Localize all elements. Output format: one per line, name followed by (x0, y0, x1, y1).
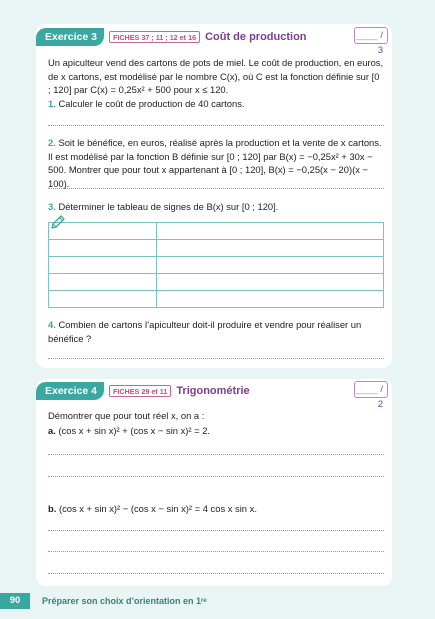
exercise-3-card (36, 24, 392, 368)
score-blank: ____ (356, 384, 378, 395)
exercise-3-badge: Exercice 3 (36, 28, 104, 46)
question-4-number: 4. (48, 319, 56, 330)
sign-table-cell[interactable] (157, 274, 384, 291)
sign-table-row (49, 274, 384, 291)
sign-table-cell[interactable] (157, 291, 384, 308)
page-footer (0, 593, 435, 609)
exercise-3-header (36, 28, 307, 46)
question-1 (48, 97, 384, 111)
question-2 (48, 136, 384, 190)
answer-line[interactable] (48, 188, 384, 189)
question-b-text: (cos x + sin x)² − (cos x − sin x)² = 4 cos x sin x. (58, 503, 257, 514)
exercise-4-intro: Démontrer que pour tout réel x, on a : (48, 410, 205, 421)
question-a-label: a. (48, 425, 56, 436)
sign-table-cell[interactable] (157, 240, 384, 257)
sign-table-cell[interactable] (157, 223, 384, 240)
sign-table-cell[interactable] (49, 274, 157, 291)
score-total: / 2 (377, 384, 383, 410)
question-3-number: 3. (48, 201, 56, 212)
question-2-text: Soit le bénéfice, en euros, réalisé après la production et la vente de x cartons. Il est modélisé par la fonction B définie sur [0 ; 120] par B(x) = −0,25x² + 30x − 500. Montrer que pour tout x appartenant à [0 ; 120], B(x) = −0,25(x − 20)(x − 100). (48, 137, 382, 189)
sign-table-cell[interactable] (49, 257, 157, 274)
answer-line[interactable] (48, 476, 384, 477)
question-b-label: b. (48, 503, 57, 514)
question-a (48, 424, 384, 438)
answer-line[interactable] (48, 358, 384, 359)
sign-table-cell[interactable] (49, 240, 157, 257)
sign-table-row (49, 240, 384, 257)
sign-table[interactable] (48, 222, 384, 308)
question-3-text: Déterminer le tableau de signes de B(x) sur [0 ; 120]. (58, 201, 279, 212)
answer-line[interactable] (48, 551, 384, 552)
exercise-3-fiches-tag[interactable]: FICHES 37 ; 11 ; 12 et 16 (109, 31, 200, 43)
exercise-4-card (36, 379, 392, 586)
answer-line[interactable] (48, 530, 384, 531)
score-total: / 3 (377, 30, 383, 56)
exercise-3-title: Coût de production (205, 31, 307, 43)
score-blank: ____ (356, 30, 378, 41)
question-1-number: 1. (48, 98, 56, 109)
sign-table-row (49, 291, 384, 308)
exercise-4-fiches-tag[interactable]: FICHES 29 et 11 (109, 385, 171, 397)
exercise-3-intro: Un apiculteur vend des cartons de pots de miel. Le coût de production, en euros, de x cartons, est modélisé par le nombre C(x), où C est la fonction définie sur [0 ; 120] par C(x) = 0,25x² + 500 pour x ≤ 120. (48, 57, 384, 96)
answer-line[interactable] (48, 454, 384, 455)
question-a-text: (cos x + sin x)² + (cos x − sin x)² = 2. (58, 425, 211, 436)
question-3 (48, 200, 384, 214)
exercise-4-title: Trigonométrie (176, 385, 250, 397)
page-number: 90 (0, 593, 30, 609)
answer-line[interactable] (48, 125, 384, 126)
exercise-4-badge: Exercice 4 (36, 382, 104, 400)
exercise-4-score-box[interactable] (354, 381, 388, 410)
sign-table-cell[interactable] (49, 291, 157, 308)
sign-table-row (49, 223, 384, 240)
question-b (48, 502, 384, 516)
question-1-text: Calculer le coût de production de 40 cartons. (58, 98, 245, 109)
sign-table-row (49, 257, 384, 274)
sign-table-cell[interactable] (157, 257, 384, 274)
pencil-icon (50, 214, 66, 235)
question-4-text: Combien de cartons l’apiculteur doit-il produire et vendre pour réaliser un bénéfice ? (48, 319, 362, 344)
footer-text: Préparer son choix d’orientation en 1ʳᵉ (42, 596, 207, 606)
question-4 (48, 318, 384, 345)
answer-line[interactable] (48, 573, 384, 574)
exercise-3-score-box[interactable] (354, 27, 388, 56)
exercise-4-header (36, 382, 250, 400)
question-2-number: 2. (48, 137, 56, 148)
